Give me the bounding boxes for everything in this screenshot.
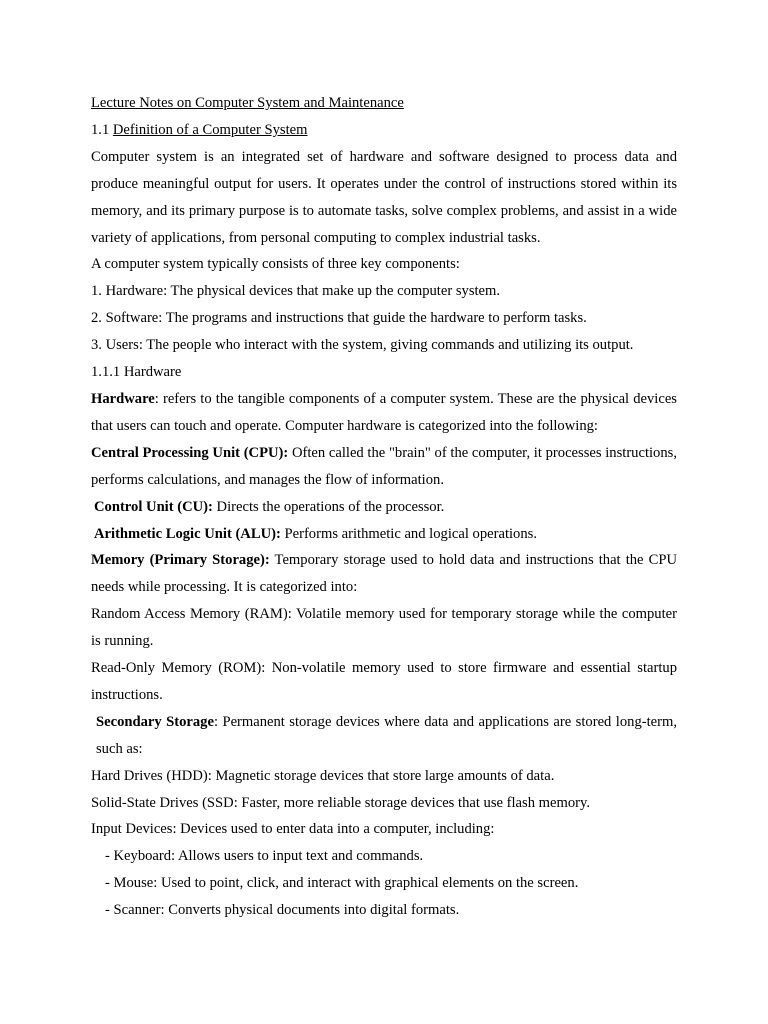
secondary-storage-term: Secondary Storage [96, 713, 214, 730]
document-title [91, 90, 677, 117]
hardware-text: : refers to the tangible components of a computer system. These are the physical devices that users can touch and operate. Computer hardware is categorized into the following: [91, 390, 677, 434]
ssd-paragraph: Solid-State Drives (SSD: Faster, more reliable storage devices that use flash memory. [91, 794, 590, 811]
cu-term: Control Unit (CU): [94, 498, 213, 515]
components-lead: A computer system typically consists of three key components: [91, 256, 460, 273]
component-item: 2. Software: The programs and instructions that guide the hardware to perform tasks. [91, 310, 587, 327]
section-heading [91, 117, 677, 144]
rom-paragraph: Read-Only Memory (ROM): Non-volatile memory used to store firmware and essential startup instructions. [91, 660, 677, 703]
component-item: 3. Users: The people who interact with the system, giving commands and utilizing its output. [91, 337, 634, 354]
document-title-text: Lecture Notes on Computer System and Maintenance [91, 95, 404, 111]
input-device-item: - Mouse: Used to point, click, and interact with graphical elements on the screen. [105, 875, 579, 892]
intro-paragraph: Computer system is an integrated set of hardware and software designed to process data and produce meaningful output for users. It operates under the control of instructions stored within its memory, and its primary purpose is to automate tasks, solve complex problems, and assist in a wide variety of applications, from personal computing to complex industrial tasks. [91, 148, 677, 246]
memory-term: Memory (Primary Storage): [91, 552, 270, 569]
section-heading-text: Definition of a Computer System [112, 121, 308, 138]
alu-text: Performs arithmetic and logical operations. [280, 525, 537, 542]
secondary-storage-text: : Permanent storage devices where data and applications are stored long-term, such as: [96, 713, 677, 757]
section-number: 1.1 [91, 121, 113, 138]
input-device-item: - Keyboard: Allows users to input text and commands. [105, 848, 424, 865]
alu-term: Arithmetic Logic Unit (ALU): [94, 525, 281, 542]
hdd-paragraph: Hard Drives (HDD): Magnetic storage devices that store large amounts of data. [91, 767, 555, 784]
cu-text: Directs the operations of the processor. [212, 498, 445, 515]
hardware-paragraph [91, 386, 677, 440]
cpu-paragraph [91, 440, 677, 494]
memory-paragraph [91, 547, 677, 601]
cpu-text: Often called the "brain" of the computer, it processes instructions, performs calculations, and manages the flow of information. [91, 444, 677, 488]
cu-paragraph [91, 494, 677, 521]
memory-text: Temporary storage used to hold data and instructions that the CPU needs while processing. It is categorized into: [91, 552, 677, 596]
input-device-item: - Scanner: Converts physical documents into digital formats. [105, 902, 460, 919]
alu-paragraph [91, 521, 677, 548]
secondary-storage-paragraph [91, 709, 677, 763]
cpu-term: Central Processing Unit (CPU): [91, 444, 289, 461]
subsection-heading: 1.1.1 Hardware [91, 364, 182, 381]
component-item: 1. Hardware: The physical devices that make up the computer system. [91, 283, 501, 300]
input-devices-lead: Input Devices: Devices used to enter data into a computer, including: [91, 821, 495, 838]
ram-paragraph: Random Access Memory (RAM): Volatile memory used for temporary storage while the computer is running. [91, 606, 677, 650]
hardware-term: Hardware [91, 390, 155, 407]
